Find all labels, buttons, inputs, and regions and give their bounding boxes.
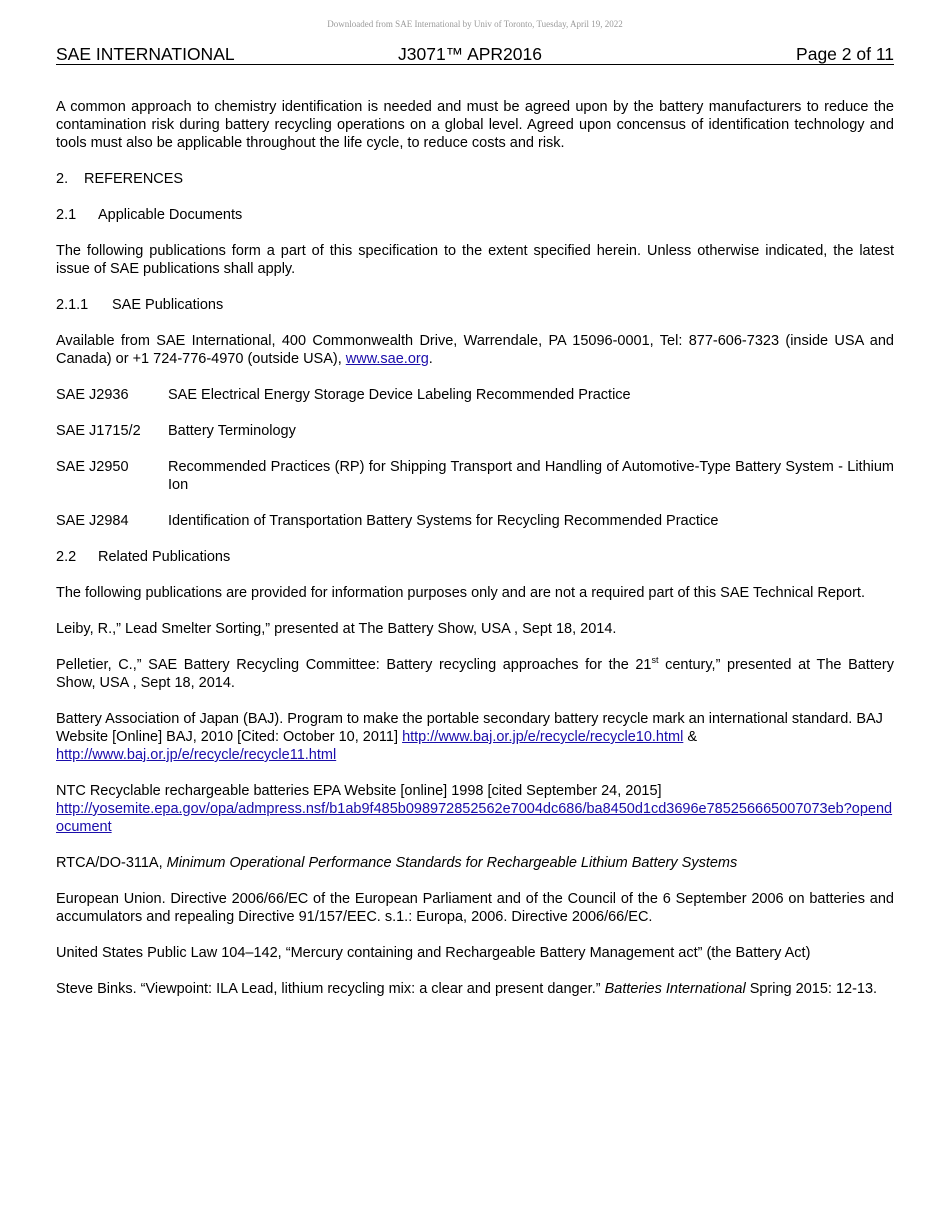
ref-code: SAE J2936 xyxy=(56,387,129,403)
section-2-heading xyxy=(56,170,894,188)
binks-issue: Spring 2015: 12-13. xyxy=(745,981,878,997)
header-org: SAE INTERNATIONAL xyxy=(56,44,235,64)
section-title: Applicable Documents xyxy=(98,207,243,223)
section-title: SAE Publications xyxy=(112,297,224,313)
document-body xyxy=(56,98,894,1016)
section-number: 2.1.1 xyxy=(56,297,89,313)
download-watermark: Downloaded from SAE International by Univ of Toronto, Tuesday, April 19, 2022 xyxy=(327,19,623,29)
ref-leiby: Leiby, R.,” Lead Smelter Sorting,” presented at The Battery Show, USA , Sept 18, 2014. xyxy=(56,621,617,637)
ref-rtca xyxy=(56,854,894,872)
ref-code: SAE J2950 xyxy=(56,459,129,475)
sae-ref-item xyxy=(56,422,894,440)
section-number: 2. xyxy=(56,171,69,187)
binks-text: Steve Binks. “Viewpoint: ILA Lead, lithium recycling mix: a clear and present danger.” xyxy=(56,981,605,997)
ref-title: Battery Terminology xyxy=(168,423,296,439)
ntc-text: NTC Recyclable rechargeable batteries EPA Website [online] 1998 [cited September 24, 2015] xyxy=(56,783,662,799)
section-number: 2.1 xyxy=(56,207,77,223)
header-doc-id: J3071™ APR2016 xyxy=(398,44,542,64)
binks-journal: Batteries International xyxy=(604,981,746,997)
related-publications-text: The following publications are provided for information purposes only and are not a required part of this SAE Technical Report. xyxy=(56,585,865,601)
section-2-2-heading xyxy=(56,548,894,566)
availability-period: . xyxy=(428,351,433,367)
section-title: Related Publications xyxy=(98,549,231,565)
ref-code: SAE J1715/2 xyxy=(56,423,141,439)
rtca-id: RTCA/DO-311A, xyxy=(56,855,167,871)
sae-ref-item xyxy=(56,458,894,494)
ordinal-superscript: st xyxy=(651,655,659,666)
section-number: 2.2 xyxy=(56,549,77,565)
page-header xyxy=(56,44,894,65)
ref-us-public-law: United States Public Law 104–142, “Mercury containing and Rechargeable Battery Management act” (the Battery Act) xyxy=(56,945,811,961)
ref-title: Identification of Transportation Battery Systems for Recycling Recommended Practice xyxy=(168,513,719,529)
baj-link-recycle11[interactable]: http://www.baj.or.jp/e/recycle/recycle11.html xyxy=(56,747,337,763)
epa-link[interactable]: http://yosemite.epa.gov/opa/admpress.nsf/b1ab9f485b098972852562e7004dc686/ba8450d1cd3696e785256665007073eb?opendocument xyxy=(56,801,893,835)
header-page-number: Page 2 of 11 xyxy=(796,44,894,64)
section-title: REFERENCES xyxy=(84,171,184,187)
availability-text: Available from SAE International, 400 Commonwealth Drive, Warrendale, PA 15096-0001, Tel: 877-606-7323 (inside USA and Canada) or +1 724-776-4970 (outside USA), xyxy=(56,333,894,367)
ref-ntc xyxy=(56,782,894,836)
ref-baj xyxy=(56,710,894,764)
ref-code: SAE J2984 xyxy=(56,513,129,529)
ref-binks xyxy=(56,980,894,998)
section-2-1-1-heading xyxy=(56,296,894,314)
ref-eu-directive: European Union. Directive 2006/66/EC of the European Parliament and of the Council of the 6 September 2006 on batteries and accumulators and repealing Directive 91/157/EEC. s.1.: Europa, 2006. Directive 2006/66/EC. xyxy=(56,891,894,925)
sae-website-link[interactable]: www.sae.org xyxy=(345,351,429,367)
rtca-title: Minimum Operational Performance Standards for Rechargeable Lithium Battery Systems xyxy=(166,855,738,871)
baj-link-recycle10[interactable]: http://www.baj.or.jp/e/recycle/recycle10.html xyxy=(402,729,684,745)
baj-ampersand: & xyxy=(687,729,698,745)
ref-title: SAE Electrical Energy Storage Device Labeling Recommended Practice xyxy=(168,387,631,403)
sae-ref-item xyxy=(56,512,894,530)
pelletier-text-end: century,” presented at The Battery Show, USA , Sept 18, 2014. xyxy=(56,657,895,691)
ref-title: Recommended Practices (RP) for Shipping Transport and Handling of Automotive-Type Battery System - Lithium Ion xyxy=(168,459,894,493)
applicable-documents-text: The following publications form a part of this specification to the extent specified herein. Unless otherwise indicated, the latest issue of SAE publications shall apply. xyxy=(56,243,894,277)
pelletier-text: Pelletier, C.,” SAE Battery Recycling Committee: Battery recycling approaches for the 21 xyxy=(56,657,652,673)
section-2-1-heading xyxy=(56,206,894,224)
sae-ref-item xyxy=(56,386,894,404)
sae-availability-text xyxy=(56,332,894,368)
intro-paragraph: A common approach to chemistry identification is needed and must be agreed upon by the battery manufacturers to reduce the contamination risk during battery recycling operations on a global level. Agreed upon concensus of identification technology and tools must also be applicable throughout the life cycle, to reduce costs and risk. xyxy=(56,99,894,151)
ref-pelletier xyxy=(56,656,894,692)
baj-text: Battery Association of Japan (BAJ). Program to make the portable secondary battery recycle mark an international standard. BAJ Website [Online] BAJ, 2010 [Cited: October 10, 2011] xyxy=(56,711,883,745)
